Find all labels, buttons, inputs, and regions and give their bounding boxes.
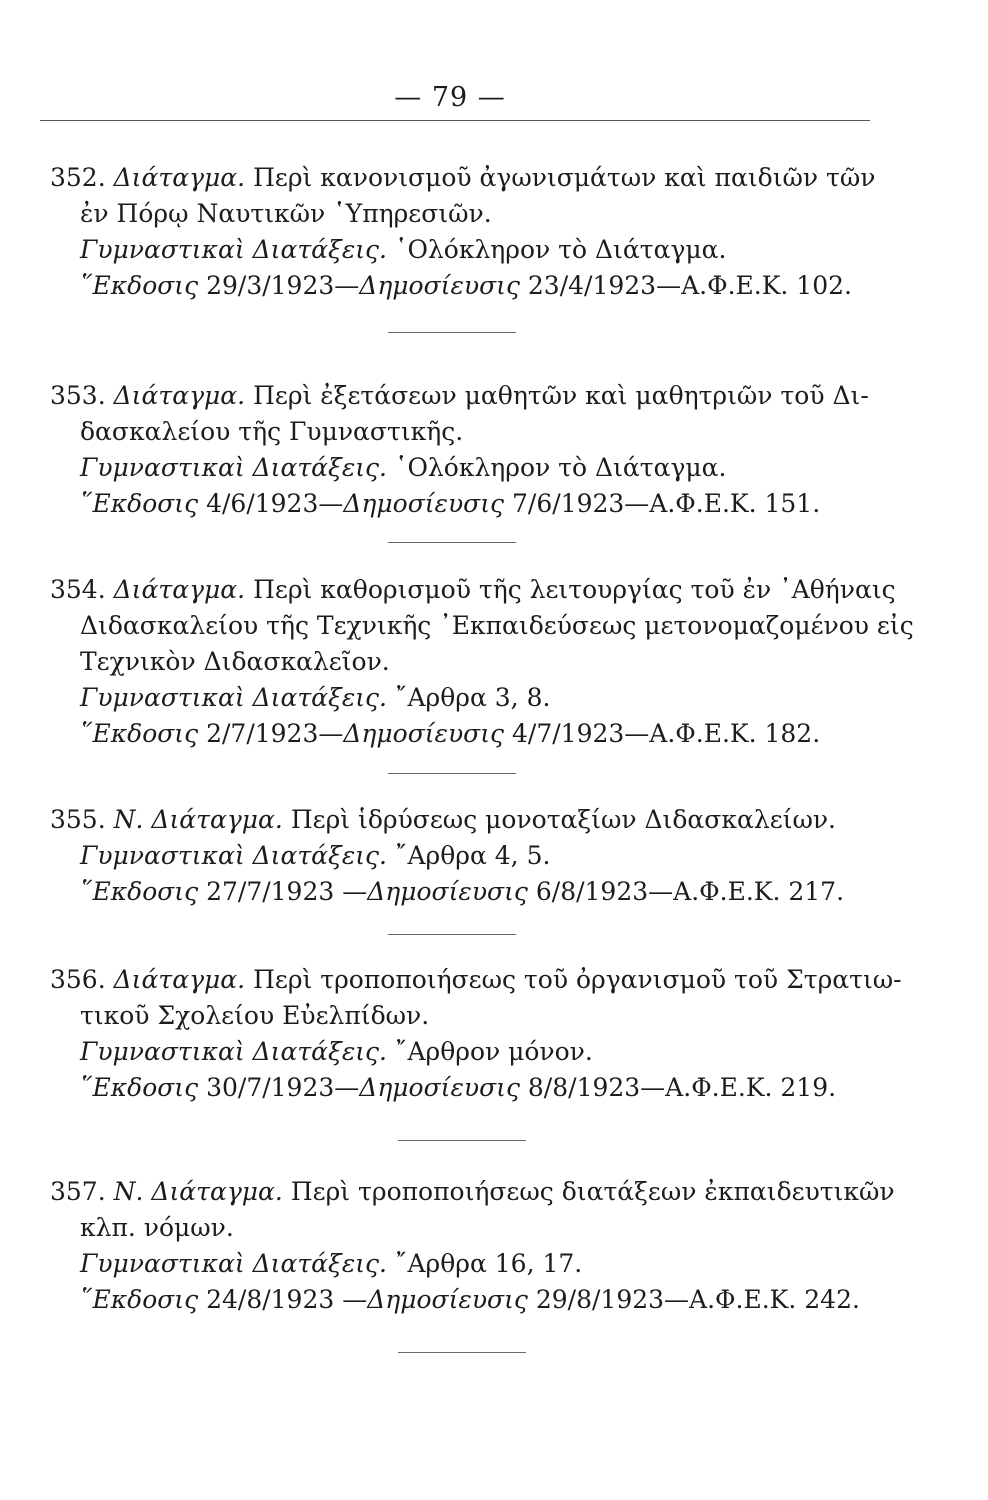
entry-number: 355. [50, 805, 106, 834]
gym-provisions [50, 1034, 890, 1070]
gym-provisions [50, 1246, 890, 1282]
entry-heading [50, 962, 902, 998]
issue-date: 2/7/1923— [206, 719, 344, 748]
publication-label: Δημοσίευσις [367, 877, 528, 906]
gym-label: Γυμναστικαὶ Διατάξεις. [80, 453, 387, 482]
issue-date: 29/3/1923— [206, 271, 360, 300]
gym-value: ῾Ολόκληρον τὸ Διάταγμα. [394, 453, 727, 482]
issue-label: ῞Εκδοσις [80, 1073, 199, 1102]
separator-rule [388, 773, 516, 774]
issue-publication [50, 874, 890, 910]
entry-353 [50, 378, 890, 522]
entry-type: Διάταγμα. [113, 381, 246, 410]
entry-heading [50, 1174, 895, 1210]
separator-rule [398, 1140, 526, 1141]
issue-label: ῞Εκδοσις [80, 271, 199, 300]
issue-date: 24/8/1923 — [206, 1285, 368, 1314]
separator-rule [388, 542, 516, 543]
entry-subject-line: τικοῦ Σχολείου Εὐελπίδων. [80, 1001, 430, 1030]
issue-publication [50, 268, 890, 304]
entry-subject-line: ἐν Πόρῳ Ναυτικῶν ῾Υπηρεσιῶν. [80, 199, 492, 228]
entry-subject-line: Περὶ τροποποιήσεως διατάξεων ἐκπαιδευτικῶν [290, 1177, 895, 1206]
gym-label: Γυμναστικαὶ Διατάξεις. [80, 1249, 387, 1278]
issue-label: ῞Εκδοσις [80, 489, 199, 518]
issue-label: ῞Εκδοσις [80, 877, 199, 906]
entry-heading [50, 802, 890, 838]
entry-number: 352. [50, 163, 106, 192]
publication-label: Δημοσίευσις [343, 489, 505, 518]
entry-number: 353. [50, 381, 106, 410]
publication-date: 8/8/1923—Α.Φ.Ε.Κ. 219. [527, 1073, 837, 1102]
issue-publication [50, 486, 890, 522]
publication-label: Δημοσίευσις [343, 719, 505, 748]
issue-date: 27/7/1923 — [206, 877, 368, 906]
entry-subject-line: Περὶ ἱδρύσεως μονοταξίων Διδασκαλείων. [290, 805, 836, 834]
issue-publication [50, 716, 890, 752]
entry-type: Διάταγμα. [113, 163, 246, 192]
page-number: — 79 — [394, 82, 506, 113]
entry-heading [50, 572, 896, 608]
gym-label: Γυμναστικαὶ Διατάξεις. [80, 1037, 387, 1066]
entry-subject-line: Περὶ τροποποιήσεως τοῦ ὀργανισμοῦ τοῦ Στρατιω- [253, 965, 902, 994]
entry-number: 356. [50, 965, 106, 994]
separator-rule [388, 934, 516, 935]
gym-value: ῎Αρθρον μόνον. [394, 1037, 593, 1066]
entry-subject-line: Περὶ κανονισμοῦ ἀγωνισμάτων καὶ παιδιῶν τῶν [253, 163, 876, 192]
issue-publication [50, 1282, 890, 1318]
issue-label: ῞Εκδοσις [80, 719, 199, 748]
entry-heading [50, 378, 890, 414]
gym-label: Γυμναστικαὶ Διατάξεις. [80, 683, 387, 712]
entry-type: Διάταγμα. [151, 805, 283, 834]
entry-subject-line: δασκαλείου τῆς Γυμναστικῆς. [80, 417, 464, 446]
entry-type: Διάταγμα. [151, 1177, 283, 1206]
publication-date: 29/8/1923—Α.Φ.Ε.Κ. 242. [535, 1285, 860, 1314]
separator-rule [388, 332, 516, 333]
header-rule [40, 120, 870, 121]
entry-prefix: Ν. [113, 805, 144, 834]
entry-subject-line: Περὶ ἐξετάσεων μαθητῶν καὶ μαθητριῶν τοῦ Δι- [253, 381, 869, 410]
issue-label: ῞Εκδοσις [80, 1285, 199, 1314]
entry-subject-line: Τεχνικὸν Διδασκαλεῖον. [80, 647, 390, 676]
gym-provisions [50, 680, 890, 716]
gym-value: ῎Αρθρα 3, 8. [394, 683, 551, 712]
gym-value: ῾Ολόκληρον τὸ Διάταγμα. [394, 235, 727, 264]
publication-label: Δημοσίευσις [359, 271, 520, 300]
gym-label: Γυμναστικαὶ Διατάξεις. [80, 235, 387, 264]
gym-label: Γυμναστικαὶ Διατάξεις. [80, 841, 387, 870]
gym-provisions [50, 450, 890, 486]
issue-publication [50, 1070, 890, 1106]
publication-label: Δημοσίευσις [359, 1073, 520, 1102]
publication-date: 23/4/1923—Α.Φ.Ε.Κ. 102. [527, 271, 852, 300]
gym-provisions [50, 838, 890, 874]
entry-355 [50, 802, 890, 910]
entry-subject-line: Περὶ καθορισμοῦ τῆς λειτουργίας τοῦ ἐν ᾿Αθήναις [253, 575, 896, 604]
gym-provisions [50, 232, 890, 268]
publication-date: 4/7/1923—Α.Φ.Ε.Κ. 182. [512, 719, 821, 748]
gym-value: ῎Αρθρα 16, 17. [394, 1249, 583, 1278]
entry-356 [50, 962, 902, 1106]
entry-type: Διάταγμα. [113, 965, 246, 994]
entry-prefix: Ν. [113, 1177, 144, 1206]
entry-number: 354. [50, 575, 106, 604]
issue-date: 30/7/1923— [206, 1073, 360, 1102]
entry-subject-line: κλπ. νόμων. [80, 1213, 234, 1242]
entry-354 [50, 572, 914, 752]
entry-subject-line: Διδασκαλείου τῆς Τεχνικῆς ᾿Εκπαιδεύσεως μετονομαζομένου εἰς [80, 611, 914, 640]
entry-heading [50, 160, 890, 196]
entry-number: 357. [50, 1177, 106, 1206]
entry-357 [50, 1174, 895, 1318]
separator-rule [398, 1352, 526, 1353]
entry-type: Διάταγμα. [113, 575, 246, 604]
publication-label: Δημοσίευσις [367, 1285, 528, 1314]
gym-value: ῎Αρθρα 4, 5. [394, 841, 551, 870]
issue-date: 4/6/1923— [206, 489, 344, 518]
publication-date: 6/8/1923—Α.Φ.Ε.Κ. 217. [535, 877, 845, 906]
entry-352 [50, 160, 890, 304]
publication-date: 7/6/1923—Α.Φ.Ε.Κ. 151. [512, 489, 821, 518]
